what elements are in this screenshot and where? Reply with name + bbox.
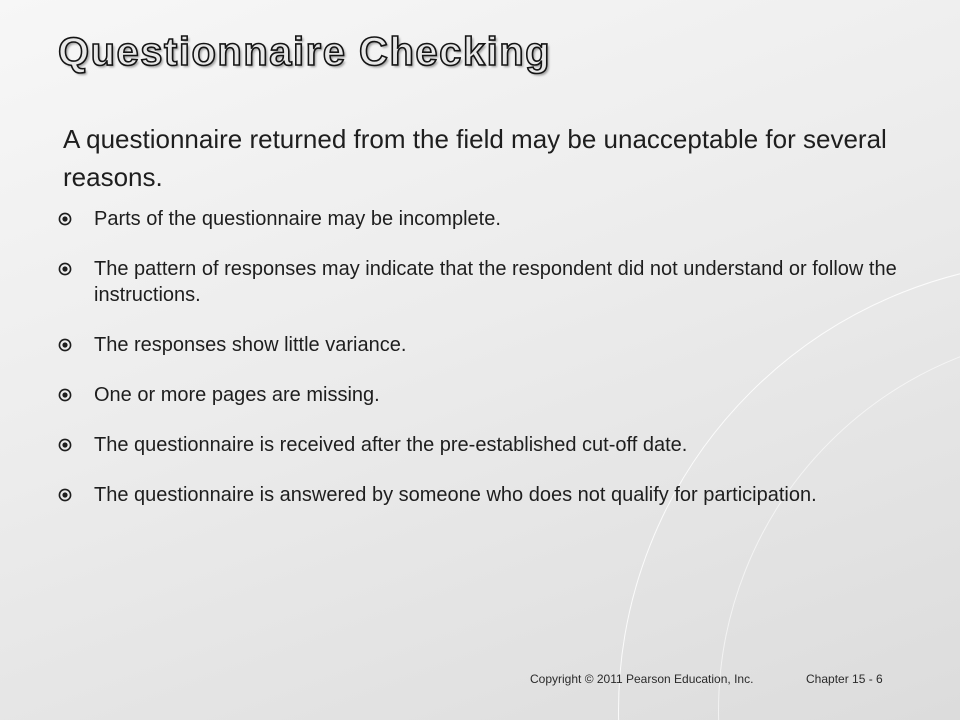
circled-dot-bullet-icon bbox=[58, 438, 72, 452]
bullet-text: The questionnaire is answered by someone who does not qualify for participation. bbox=[94, 484, 817, 506]
circled-dot-bullet-icon bbox=[58, 488, 72, 502]
slide-title: Questionnaire Checking bbox=[58, 30, 552, 74]
copyright-notice: Copyright © 2011 Pearson Education, Inc. bbox=[530, 672, 754, 686]
bullet-item bbox=[58, 432, 898, 458]
bullet-item bbox=[58, 332, 898, 358]
circled-dot-bullet-icon bbox=[58, 212, 72, 226]
bullet-text: One or more pages are missing. bbox=[94, 384, 380, 406]
bullet-text: The pattern of responses may indicate that the respondent did not understand or follow the instructions. bbox=[94, 258, 897, 306]
bullet-item bbox=[58, 482, 898, 508]
intro-text: A questionnaire returned from the field may be unacceptable for several reasons. bbox=[63, 124, 887, 192]
bullet-text: The questionnaire is received after the pre-established cut-off date. bbox=[94, 434, 688, 456]
bullet-item bbox=[58, 256, 898, 308]
chapter-page-number: Chapter 15 - 6 bbox=[806, 672, 883, 686]
circled-dot-bullet-icon bbox=[58, 338, 72, 352]
bullet-text: Parts of the questionnaire may be incomplete. bbox=[94, 208, 501, 230]
bullet-item bbox=[58, 382, 898, 408]
bullet-list bbox=[58, 206, 898, 532]
bullet-item bbox=[58, 206, 898, 232]
circled-dot-bullet-icon bbox=[58, 388, 72, 402]
bullet-text: The responses show little variance. bbox=[94, 334, 407, 356]
circled-dot-bullet-icon bbox=[58, 262, 72, 276]
